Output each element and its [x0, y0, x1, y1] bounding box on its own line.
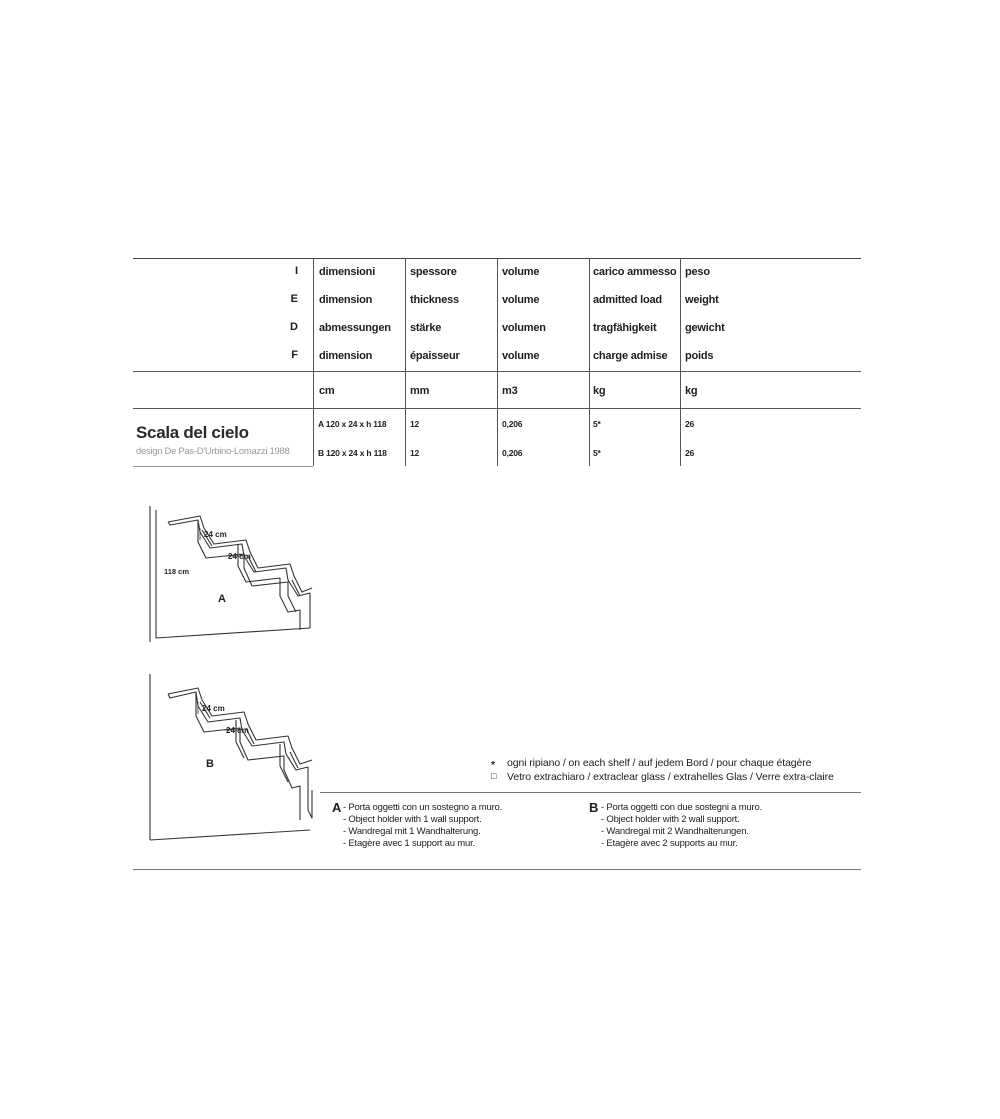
- row-label: B 120 x 24 x h 118: [318, 448, 387, 458]
- caption-line: - Wandregal mit 1 Wandhalterung.: [343, 826, 481, 837]
- caption-line: - Object holder with 2 wall support.: [601, 814, 740, 825]
- header-dimensions: abmessungen: [319, 322, 391, 334]
- row-weight: 26: [685, 419, 695, 429]
- unit-thickness: mm: [410, 385, 430, 397]
- header-weight: weight: [685, 294, 719, 306]
- header-volume: volume: [502, 350, 540, 362]
- row-thickness: 12: [410, 419, 420, 429]
- star-note: ogni ripiano / on each shelf / auf jedem Bord / pour chaque étagère: [507, 757, 812, 769]
- product-name: Scala del cielo: [136, 423, 249, 442]
- product-rule: [133, 466, 313, 467]
- lang-code: I: [294, 265, 298, 277]
- row-volume: 0,206: [502, 419, 523, 429]
- col-divider: [589, 258, 590, 466]
- unit-load: kg: [593, 385, 606, 397]
- header-thickness: épaisseur: [410, 350, 460, 362]
- header-thickness: spessore: [410, 266, 457, 278]
- drawing-a: [140, 500, 320, 650]
- header-thickness: thickness: [410, 294, 459, 306]
- row-load: 5*: [593, 448, 601, 458]
- col-divider: [405, 258, 406, 466]
- header-load: tragfähigkeit: [593, 322, 657, 334]
- header-weight: poids: [685, 350, 714, 362]
- col-divider: [313, 258, 314, 466]
- header-load: charge admise: [593, 350, 668, 362]
- height-label: 118 cm: [164, 567, 190, 576]
- depth-label-2: 24 cm: [228, 552, 251, 561]
- caption-line: - Object holder with 1 wall support.: [343, 814, 482, 825]
- header-load: carico ammesso: [593, 266, 677, 278]
- star-symbol: *: [491, 759, 495, 771]
- header-dimensions: dimension: [319, 294, 373, 306]
- header-dimensions: dimension: [319, 350, 373, 362]
- caption-line: - Porta oggetti con un sostegno a muro.: [343, 802, 503, 813]
- notes-rule: [320, 792, 861, 793]
- glass-symbol: □: [491, 771, 497, 781]
- header-volume: volume: [502, 266, 540, 278]
- drawing-b: [140, 670, 320, 845]
- row-volume: 0,206: [502, 448, 523, 458]
- glass-note: Vetro extrachiaro / extraclear glass / extrahelles Glas / Verre extra-claire: [507, 771, 834, 783]
- caption-line: - Etagère avec 1 support au mur.: [343, 838, 475, 849]
- header-weight: peso: [685, 266, 710, 278]
- lang-code: F: [291, 349, 298, 361]
- row-thickness: 12: [410, 448, 420, 458]
- header-volume: volume: [502, 294, 540, 306]
- bottom-rule: [133, 869, 861, 870]
- unit-weight: kg: [685, 385, 698, 397]
- depth-label-1: 24 cm: [202, 704, 225, 713]
- depth-label-1: 24 cm: [204, 530, 227, 539]
- header-load: admitted load: [593, 294, 662, 306]
- product-designer: design De Pas-D'Urbino-Lomazzi 1988: [136, 446, 290, 457]
- caption-line: - Porta oggetti con due sostegni a muro.: [601, 802, 762, 813]
- lang-code: E: [290, 293, 298, 305]
- drawing-letter: B: [206, 758, 214, 770]
- header-volume: volumen: [502, 322, 546, 334]
- row-load: 5*: [593, 419, 601, 429]
- caption-line: - Wandregal mit 2 Wandhalterungen.: [601, 826, 749, 837]
- depth-label-2: 24 cm: [226, 726, 249, 735]
- caption-line: - Etagère avec 2 supports au mur.: [601, 838, 738, 849]
- header-weight: gewicht: [685, 322, 725, 334]
- header-dimensions: dimensioni: [319, 266, 376, 278]
- row-label: A 120 x 24 x h 118: [318, 419, 387, 429]
- drawing-letter: A: [218, 593, 226, 605]
- col-divider: [497, 258, 498, 466]
- unit-volume: m3: [502, 385, 518, 397]
- col-divider: [680, 258, 681, 466]
- lang-code: D: [290, 321, 298, 333]
- row-weight: 26: [685, 448, 695, 458]
- header-thickness: stärke: [410, 322, 442, 334]
- caption-letter: A: [332, 800, 342, 815]
- caption-letter: B: [589, 800, 599, 815]
- unit-dimensions: cm: [319, 385, 335, 397]
